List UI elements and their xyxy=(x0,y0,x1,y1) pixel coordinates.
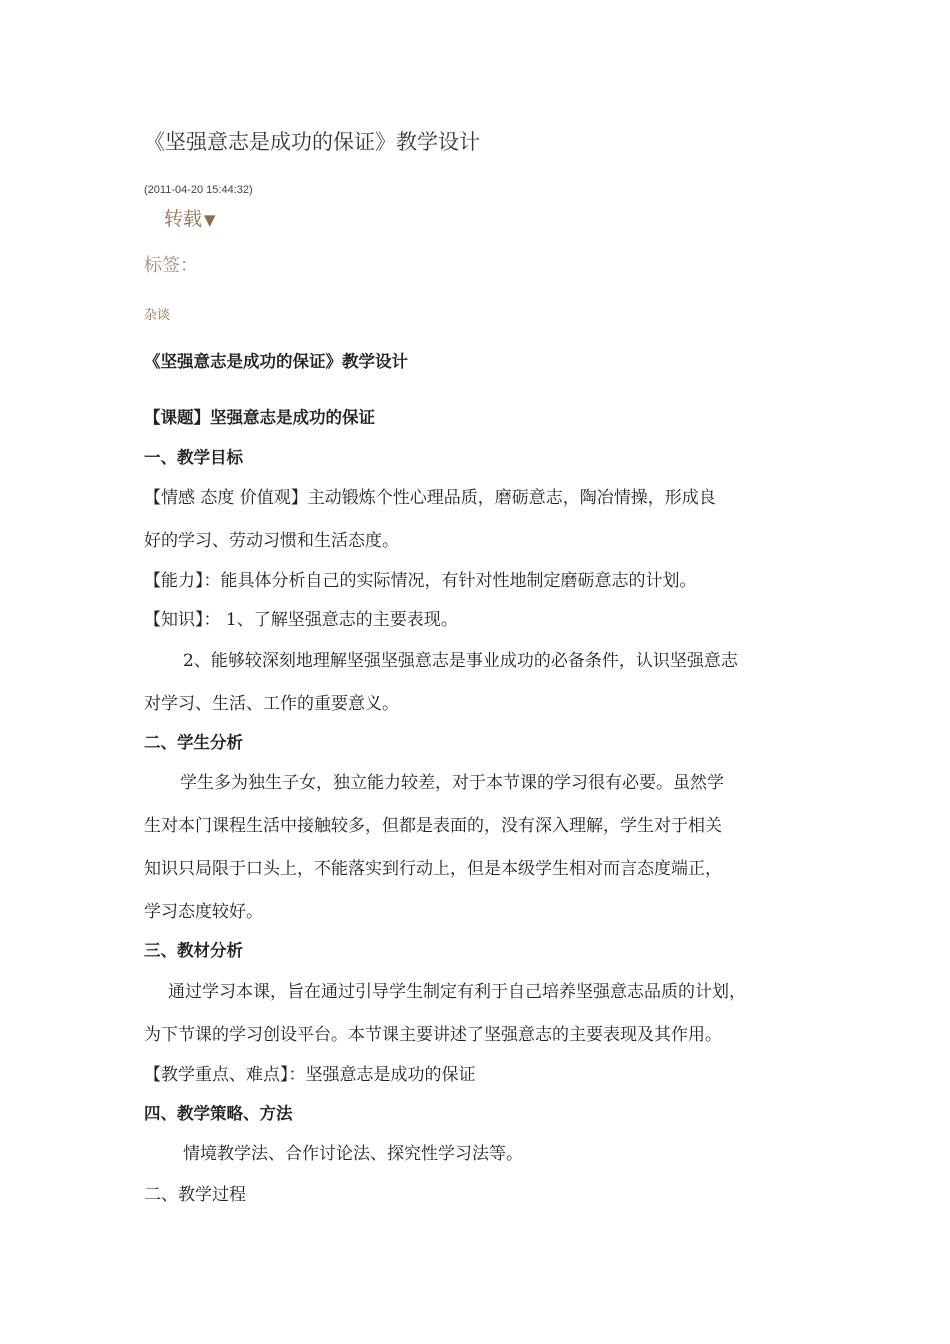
paragraph-line: 通过学习本课，旨在通过引导学生制定有利于自己培养坚强意志品质的计划， xyxy=(168,982,746,1002)
tags-label: 标签： xyxy=(144,255,198,276)
paragraph-line: 情境教学法、合作讨论法、探究性学习法等。 xyxy=(183,1144,523,1164)
paragraph-line: 【知识】： 1、了解坚强意志的主要表现。 xyxy=(144,610,458,630)
paragraph-line: 【教学重点、难点】：坚强意志是成功的保证 xyxy=(144,1065,476,1085)
paragraph-line: 【情感 态度 价值观】主动锻炼个性心理品质，磨砺意志，陶冶情操，形成良 xyxy=(144,488,716,508)
paragraph-line: 学习态度较好。 xyxy=(144,902,263,922)
paragraph-line: 为下节课的学习创设平台。本节课主要讲述了坚强意志的主要表现及其作用。 xyxy=(144,1025,722,1045)
section-title-students: 二、学生分析 xyxy=(144,733,243,752)
paragraph-line: 【能力】：能具体分析自己的实际情况，有针对性地制定磨砺意志的计划。 xyxy=(144,571,697,591)
topic-line: 【课题】坚强意志是成功的保证 xyxy=(144,408,375,427)
section-title-materials: 三、教材分析 xyxy=(144,941,243,960)
paragraph-line: 对学习、生活、工作的重要意义。 xyxy=(144,694,399,714)
doc-heading: 《坚强意志是成功的保证》教学设计 xyxy=(144,352,408,371)
paragraph-line: 知识只局限于口头上，不能落实到行动上，但是本级学生相对而言态度端正， xyxy=(144,859,722,879)
paragraph-line: 学生多为独生子女，独立能力较差，对于本节课的学习很有必要。虽然学 xyxy=(180,773,724,793)
tag-link[interactable]: 杂谈 xyxy=(144,308,171,323)
section-title-objectives: 一、教学目标 xyxy=(144,448,243,467)
paragraph-line: 好的学习、劳动习惯和生活态度。 xyxy=(144,531,399,551)
section-title-strategy: 四、教学策略、方法 xyxy=(144,1104,293,1123)
triangle-down-icon: ▼ xyxy=(204,211,216,229)
post-title: 《坚强意志是成功的保证》教学设计 xyxy=(144,130,480,154)
paragraph-line: 2、能够较深刻地理解坚强坚强意志是事业成功的必备条件，认识坚强意志 xyxy=(183,651,738,671)
post-timestamp: (2011-04-20 15:44:32) xyxy=(144,184,253,196)
repost-button[interactable] xyxy=(164,204,216,231)
paragraph-line: 生对本门课程生活中接触较多，但都是表面的，没有深入理解，学生对于相关 xyxy=(144,816,722,836)
repost-label: 转载 xyxy=(164,208,203,230)
section-title-process: 二、教学过程 xyxy=(144,1185,246,1205)
